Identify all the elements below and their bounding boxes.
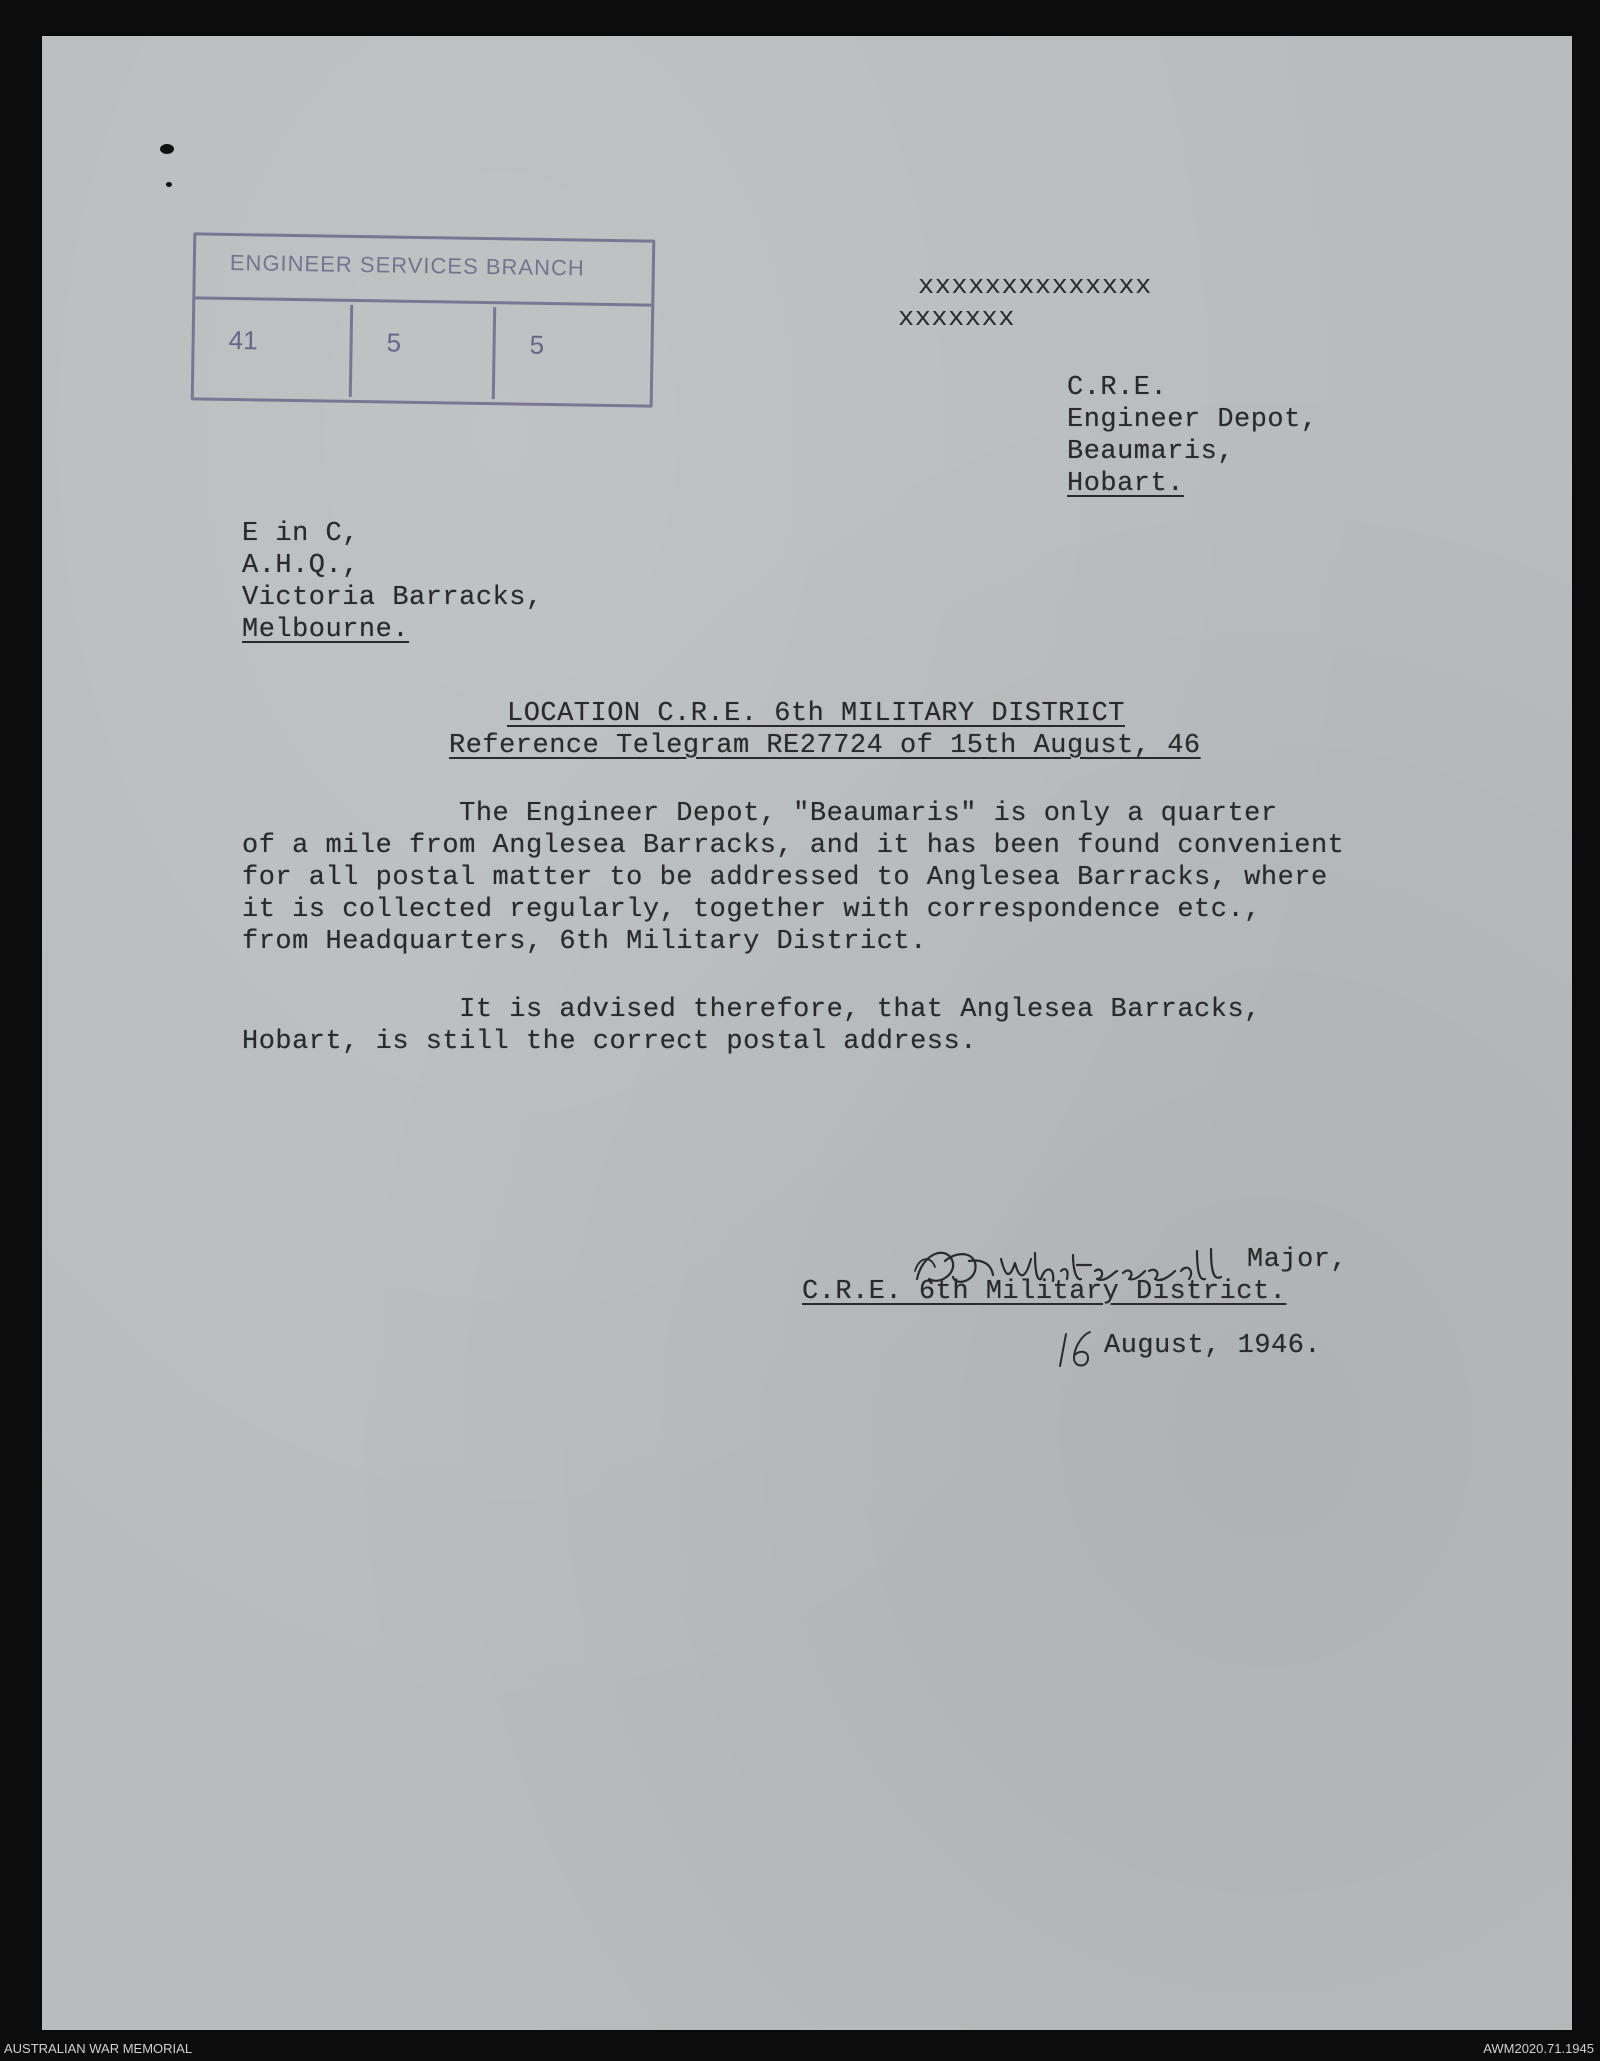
signoff-title: C.R.E. 6th Military District. [802, 1277, 1287, 1307]
body-p2-line-1: It is advised therefore, that Anglesea Barracks, [242, 995, 1261, 1025]
sender-line-3: Beaumaris, [1067, 437, 1235, 467]
body-p1-line-3: for all postal matter to be addressed to Anglesea Barracks, where [242, 863, 1328, 893]
handwritten-date-day [1052, 1326, 1104, 1370]
body-p1-line-5: from Headquarters, 6th Military District. [242, 927, 927, 957]
footer-left: AUSTRALIAN WAR MEMORIAL [4, 2041, 193, 2056]
recipient-line-3: Victoria Barracks, [242, 583, 543, 613]
body-p2-line-2: Hobart, is still the correct postal address. [242, 1027, 977, 1057]
subject-line-1: LOCATION C.R.E. 6th MILITARY DISTRICT [507, 699, 1125, 729]
stamp-cell-3: 5 [529, 329, 545, 360]
ink-blot [160, 144, 174, 154]
struck-line-2: xxxxxxx [898, 304, 1015, 334]
stamp-header: ENGINEER SERVICES BRANCH [195, 235, 652, 306]
signoff-rank: Major, [1247, 1245, 1348, 1275]
stamp-cell-1: 41 [228, 324, 258, 356]
signoff-date: August, 1946. [1104, 1331, 1322, 1361]
footer-right: AWM2020.71.1945 [1483, 2041, 1594, 2056]
letter-page [42, 36, 1572, 2030]
sender-line-1: C.R.E. [1067, 373, 1168, 403]
body-p1-line-1: The Engineer Depot, "Beaumaris" is only a quarter [242, 799, 1278, 829]
recipient-line-1: E in C, [242, 519, 359, 549]
ink-blot [166, 182, 172, 187]
recipient-line-4: Melbourne. [242, 615, 410, 645]
recipient-line-2: A.H.Q., [242, 551, 359, 581]
sender-line-2: Engineer Depot, [1067, 405, 1318, 435]
body-p1-line-2: of a mile from Anglesea Barracks, and it has been found convenient [242, 831, 1345, 861]
subject-line-2: Reference Telegram RE27724 of 15th August, 46 [449, 731, 1201, 761]
branch-stamp [191, 232, 656, 407]
struck-line-1: xxxxxxxxxxxxxx [918, 272, 1152, 302]
body-p1-line-4: it is collected regularly, together with correspondence etc., [242, 895, 1261, 925]
stamp-cell-2: 5 [386, 327, 402, 358]
sender-line-4: Hobart. [1067, 469, 1184, 499]
